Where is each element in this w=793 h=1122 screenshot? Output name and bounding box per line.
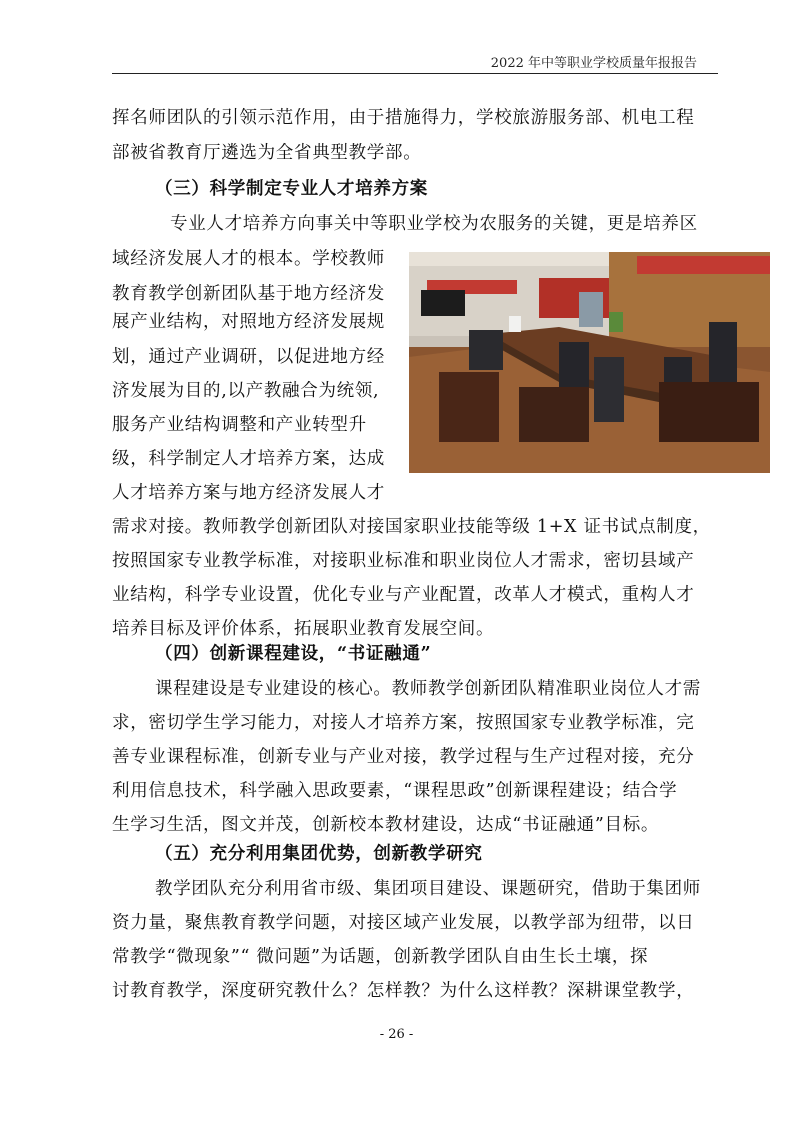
body-line: 划，通过产业调研，以促进地方经 xyxy=(112,347,385,367)
body-line: 善专业课程标准，创新专业与产业对接，教学过程与生产过程对接，充分 xyxy=(112,747,695,767)
body-line: 部被省教育厅遴选为全省典型教学部。 xyxy=(112,143,422,163)
body-line: 挥名师团队的引领示范作用，由于措施得力，学校旅游服务部、机电工程 xyxy=(112,108,695,128)
body-line: 资力量，聚焦教育教学问题，对接区域产业发展，以教学部为纽带，以日 xyxy=(112,913,695,933)
body-line: 展产业结构，对照地方经济发展规 xyxy=(112,312,385,332)
body-line: 业结构，科学专业设置，优化专业与产业配置，改革人才模式，重构人才 xyxy=(112,585,695,605)
body-line: 教育教学创新团队基于地方经济发 xyxy=(112,284,385,304)
body-line: 利用信息技术，科学融入思政要素，“课程思政”创新课程建设；结合学 xyxy=(112,781,678,801)
body-line: 按照国家专业教学标准，对接职业标准和职业岗位人才需求，密切县域产 xyxy=(112,551,695,571)
body-line: 课程建设是专业建设的核心。教师教学创新团队精准职业岗位人才需 xyxy=(155,679,701,699)
page-number: - 26 - xyxy=(379,1027,414,1042)
body-line: 需求对接。教师教学创新团队对接国家职业技能等级 1+X 证书试点制度， xyxy=(112,517,711,537)
body-line: 人才培养方案与地方经济发展人才 xyxy=(112,483,385,503)
body-line: 培养目标及评价体系，拓展职业教育发展空间。 xyxy=(112,619,495,639)
meeting-photo xyxy=(409,252,770,473)
body-line: 域经济发展人才的根本。学校教师 xyxy=(112,249,385,269)
header-rule xyxy=(112,73,718,74)
body-line: 求，密切学生学习能力，对接人才培养方案，按照国家专业教学标准，完 xyxy=(112,713,695,733)
body-line: 常教学“微现象”“ 微问题”为话题，创新教学团队自由生长土壤，探 xyxy=(112,947,649,967)
body-line: 专业人才培养方向事关中等职业学校为农服务的关键，更是培养区 xyxy=(170,214,698,234)
body-line: 讨教育教学，深度研究教什么？怎样教？为什么这样教？深耕课堂教学， xyxy=(112,981,695,1001)
body-line: 级，科学制定人才培养方案，达成 xyxy=(112,449,385,469)
section-heading: （三）科学制定专业人才培养方案 xyxy=(155,179,428,199)
body-line: 生学习生活，图文并茂，创新校本教材建设，达成“书证融通”目标。 xyxy=(112,815,660,835)
body-line: 服务产业结构调整和产业转型升 xyxy=(112,415,367,435)
section-heading: （四）创新课程建设，“书证融通” xyxy=(155,644,432,664)
body-line: 济发展为目的,以产教融合为统领, xyxy=(112,381,380,401)
header-title: 2022 年中等职业学校质量年报报告 xyxy=(490,56,697,71)
section-heading: （五）充分利用集团优势，创新教学研究 xyxy=(155,844,483,864)
body-line: 教学团队充分利用省市级、集团项目建设、课题研究，借助于集团师 xyxy=(155,879,701,899)
